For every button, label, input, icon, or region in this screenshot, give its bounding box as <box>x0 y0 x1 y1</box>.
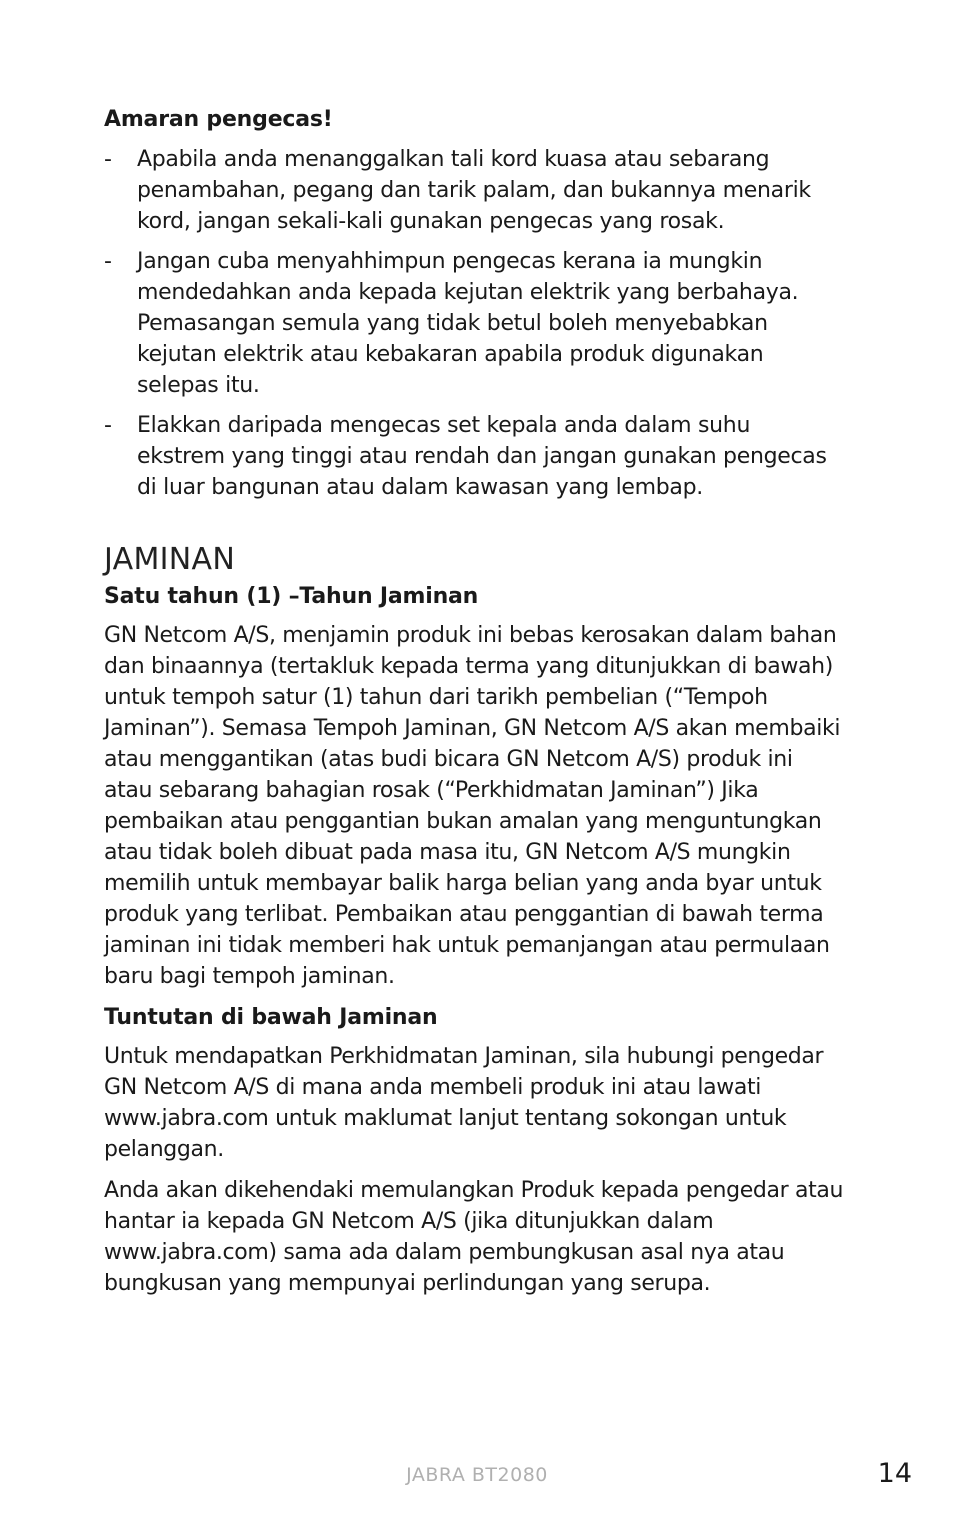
warranty-section-title: JAMINAN <box>104 542 236 577</box>
warranty-claims-paragraph-1: Untuk mendapatkan Perkhidmatan Jaminan, sila hubungi pengedar GN Netcom A/S di mana anda membeli produk ini atau lawati www.jabra.com untuk maklumat lanjut tentang sokongan untuk pelanggan. <box>104 1044 824 1162</box>
list-item-text: Elakkan daripada mengecas set kepala anda dalam suhu ekstrem yang tinggi atau rendah dan jangan gunakan pengecas di luar bangunan atau dalam kawasan yang lembap. <box>137 413 827 500</box>
one-year-warranty-paragraph: GN Netcom A/S, menjamin produk ini bebas kerosakan dalam bahan dan binaannya (tertakluk kepada terma yang ditunjukkan di bawah) untuk tempoh satur (1) tahun dari tarikh pembelian (“Tempoh Jaminan”). Semasa Tempoh Jaminan, GN Netcom A/S akan membaiki atau menggantikan (atas budi bicara GN Netcom A/S) produk ini atau sebarang bahagian rosak (“Perkhidmatan Jaminan”) Jika pembaikan atau penggantian bukan amalan yang menguntungkan atau tidak boleh dibuat pada masa itu, GN Netcom A/S mungkin memilih untuk membayar balik harga belian yang anda byar untuk produk yang terlibat. Pembaikan atau penggantian di bawah terma jaminan ini tidak memberi hak untuk pemanjangan atau permulaan baru bagi tempoh jaminan. <box>104 623 841 989</box>
one-year-warranty-heading: Satu tahun (1) –Tahun Jaminan <box>104 584 479 609</box>
list-item-text: Jangan cuba menyahhimpun pengecas kerana ia mungkin mendedahkan anda kepada kejutan elektrik yang berbahaya. Pemasangan semula yang tidak betul boleh menyebabkan kejutan elektrik atau kebakaran apabila produk digunakan selepas itu. <box>137 249 799 398</box>
page-content <box>104 104 844 1309</box>
page-number: 14 <box>877 1458 912 1489</box>
list-item <box>104 246 844 401</box>
list-item <box>104 144 844 237</box>
bullet-dash: - <box>104 147 112 172</box>
warranty-claims-heading: Tuntutan di bawah Jaminan <box>104 1005 438 1030</box>
charger-warning-heading: Amaran pengecas! <box>104 107 333 132</box>
bullet-dash: - <box>104 249 112 274</box>
warranty-claims-paragraph-2: Anda akan dikehendaki memulangkan Produk kepada pengedar atau hantar ia kepada GN Netcom A/S (jika ditunjukkan dalam www.jabra.com) sama ada dalam pembungkusan asal nya atau bungkusan yang mempunyai perlindungan yang serupa. <box>104 1178 844 1296</box>
bullet-dash: - <box>104 413 112 438</box>
charger-warning-list <box>104 144 844 503</box>
list-item-text: Apabila anda menanggalkan tali kord kuasa atau sebarang penambahan, pegang dan tarik palam, dan bukannya menarik kord, jangan sekali-kali gunakan pengecas yang rosak. <box>137 147 811 234</box>
list-item <box>104 410 844 503</box>
footer-brand: JABRA BT2080 <box>406 1464 548 1486</box>
